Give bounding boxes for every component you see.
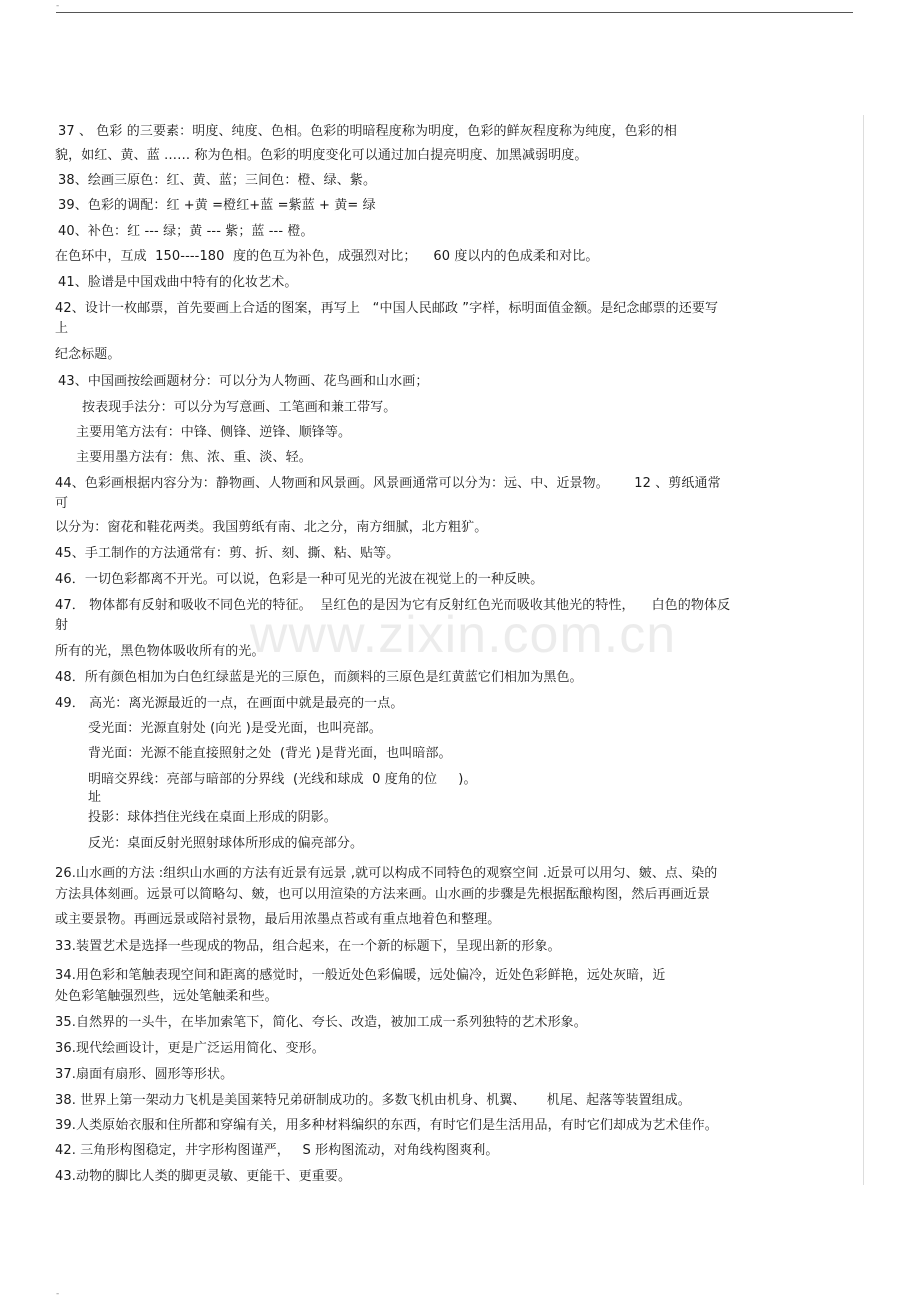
text-line: 48．所有颜色相加为白色红绿蓝是光的三原色，而颜料的三原色是红黄蓝它们相加为黑色。 (55, 670, 583, 685)
text-line: 43.动物的脚比人类的脚更灵敏、更能干、更重要。 (55, 1169, 352, 1184)
text-line: 49． 高光：离光源最近的一点，在画面中就是最亮的一点。 (55, 696, 404, 711)
text-line: 可 (55, 496, 69, 511)
text-line: 39.人类原始衣服和住所都和穿编有关，用多种材料编织的东西，有时它们是生活用品，有时它们却成为艺术佳作。 (55, 1118, 718, 1133)
text-line: 38、绘画三原色：红、黄、蓝；三间色：橙、绿、紫。 (58, 173, 377, 188)
text-line: 受光面：光源直射处 (向光 )是受光面，也叫亮部。 (88, 721, 382, 736)
text-line: 主要用墨方法有：焦、浓、重、淡、轻。 (76, 450, 312, 465)
text-line: 42、设计一枚邮票，首先要画上合适的图案，再写上 “中国人民邮政 ”字样，标明面值金额。是纪念邮票的还要写 (55, 301, 719, 316)
text-line: 41、脸谱是中国戏曲中特有的化妆艺术。 (58, 275, 298, 290)
top-corner-mark: - (56, 1, 60, 11)
text-line: 上 (55, 321, 69, 336)
text-line: 43、中国画按绘画题材分：可以分为人物画、花鸟画和山水画； (58, 374, 429, 389)
text-line: 39、色彩的调配：红 +黄 =橙红+蓝 =紫蓝 + 黄= 绿 (58, 198, 376, 213)
text-line: 射 (55, 618, 69, 633)
bottom-corner-mark: - (56, 1289, 60, 1299)
text-line: 44、色彩画根据内容分为：静物画、人物画和风景画。风景画通常可以分为：远、中、近景物。 12 、剪纸通常 (55, 476, 721, 491)
text-line: 33.装置艺术是选择一些现成的物品，组合起来，在一个新的标题下，呈现出新的形象。 (55, 939, 561, 954)
text-line: 36.现代绘画设计，更是广泛运用简化、变形。 (55, 1041, 325, 1056)
text-line: 45、手工制作的方法通常有：剪、折、刻、撕、粘、贴等。 (55, 546, 400, 561)
text-line: 处色彩笔触强烈些，远处笔触柔和些。 (55, 989, 278, 1004)
text-line: 方法具体刻画。远景可以简略勾、皴，也可以用渲染的方法来画。山水画的步骤是先根据酝酿构图，然后再画近景 (55, 887, 711, 902)
text-line: 反光：桌面反射光照射球体所形成的偏亮部分。 (88, 836, 364, 851)
text-line: 46．一切色彩都离不开光。可以说，色彩是一种可见光的光波在视觉上的一种反映。 (55, 572, 544, 587)
text-line: 所有的光，黑色物体吸收所有的光。 (55, 644, 265, 659)
text-line: 34.用色彩和笔触表现空间和距离的感觉时，一般近处色彩偏暖，远处偏冷，近处色彩鲜艳，远处灰暗，近 (55, 968, 666, 983)
text-line: 37 、 色彩 的三要素：明度、纯度、色相。色彩的明暗程度称为明度，色彩的鲜灰程度称为纯度，色彩的相 (58, 124, 677, 139)
text-line: 或主要景物。再画远景或陪衬景物，最后用浓墨点苔或有重点地着色和整理。 (55, 912, 501, 927)
text-line: 背光面：光源不能直接照射之处 (背光 )是背光面，也叫暗部。 (88, 746, 452, 761)
text-line: 按表现手法分：可以分为写意画、工笔画和兼工带写。 (82, 400, 397, 415)
text-line: 42. 三角形构图稳定，井字形构图谨严， S 形构图流动，对角线构图爽利。 (55, 1143, 499, 1158)
text-line: 26.山水画的方法 :组织山水画的方法有近景有远景 ,就可以构成不同特色的观察空间 .近景可以用匀、皴、点、染的 (55, 866, 718, 881)
text-line: 投影：球体挡住光线在桌面上形成的阴影。 (88, 810, 337, 825)
text-line: 38. 世界上第一架动力飞机是美国莱特兄弟研制成功的。多数飞机由机身、机翼、 机尾、起落等装置组成。 (55, 1093, 691, 1108)
text-line: 以分为：窗花和鞋花两类。我国剪纸有南、北之分，南方细腻，北方粗犷。 (55, 520, 488, 535)
text-line: 貌，如红、黄、蓝 …… 称为色相。色彩的明度变化可以通过加白提亮明度、加黑减弱明度。 (55, 148, 588, 163)
text-line: 40、补色：红 --- 绿；黄 --- 紫；蓝 --- 橙。 (58, 224, 314, 239)
text-line: 35.自然界的一头牛，在毕加索笔下，简化、夸长、改造，被加工成一系列独特的艺术形象。 (55, 1015, 587, 1030)
text-line: 纪念标题。 (55, 347, 121, 362)
text-line: 明暗交界线：亮部与暗部的分界线 (光线和球成 0 度角的位 )。 (88, 772, 477, 787)
text-line: 37.扇面有扇形、圆形等形状。 (55, 1067, 234, 1082)
text-line: 址 (88, 790, 102, 805)
watermark: www.zixin.com.cn (249, 606, 677, 664)
text-line: 在色环中，互成 150----180 度的色互为补色，成强烈对比； 60 度以内的色成柔和对比。 (55, 249, 599, 264)
text-line: 主要用笔方法有：中锋、侧锋、逆锋、顺锋等。 (76, 425, 352, 440)
text-line: 47． 物体都有反射和吸收不同色光的特征。 呈红色的是因为它有反射红色光而吸收其他光的特性， 白色的物体反 (55, 598, 731, 613)
